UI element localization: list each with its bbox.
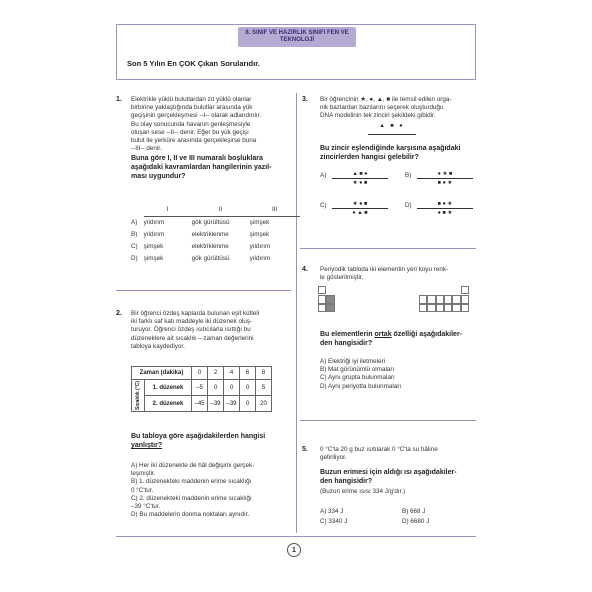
q5-question-line: Buzun erimesi için aldığı ısı aşağıdakiler-	[320, 469, 457, 476]
q1-option-cell: gök gürültüsü	[191, 218, 230, 226]
q3-question	[320, 144, 460, 162]
dna-chain: ▲ ■ ●	[366, 124, 418, 138]
q3-option-label: B)	[405, 172, 412, 179]
q4-number: 4.	[302, 266, 308, 273]
q2-cell: 0	[208, 380, 224, 396]
q3-option-top: ▲ ■ ●	[352, 171, 368, 177]
q1-option-row	[131, 228, 300, 240]
q3-option-bottom: ★ ● ■	[352, 180, 368, 186]
q1-text-line: --III-- denir.	[131, 145, 162, 153]
divider-q4	[300, 420, 476, 421]
q4-question: Bu elementlerin ortak özelliği aşağıdakiler- den hangisidir?	[320, 331, 463, 347]
q1-question	[131, 154, 271, 181]
q1-text-line: geçişinin gerçekleşmesi --I-- olarak adlandırılır.	[131, 112, 262, 120]
q3-option	[405, 172, 480, 192]
q3-option	[320, 172, 395, 192]
q3-option-bottom: ● ▲ ■	[352, 210, 368, 216]
q1-text-line: Elektrikle yüklü bulutlardan zıt yüklü olanlar	[131, 96, 252, 103]
table-row	[132, 396, 272, 412]
q3-option-top: ● ★ ■	[437, 171, 453, 177]
q2-header-cell: Zaman (dakika)	[132, 367, 192, 380]
q1-option-cell: şimşek	[143, 242, 164, 250]
q5-option-c: C) 3340 J	[320, 518, 348, 525]
q4-option-line: A) Elektriği iyi iletmeleri	[320, 358, 386, 365]
q3-option-top: ■ ● ★	[437, 201, 453, 207]
q1-option-cell: yıldırım	[249, 254, 271, 262]
q2-text-line: tabloya kaydediyor.	[131, 342, 185, 350]
q2-header-cell: 0	[192, 367, 208, 380]
q2-option-line: –39 °C'tur.	[131, 503, 161, 511]
q2-cell: 0	[224, 380, 240, 396]
q1-option-cell: yıldırım	[249, 242, 271, 250]
q2-option-line: 0 °C'tur.	[131, 486, 154, 494]
q3-option-label: D)	[405, 202, 412, 209]
q1-option-cell: yıldırım	[143, 218, 165, 226]
q5-number: 5.	[302, 446, 308, 453]
q2-cell: –39	[224, 396, 240, 412]
q3-option-label: C)	[320, 202, 327, 209]
q3-option-bottom: ■ ● ★	[437, 180, 453, 186]
q1-option-cell: elektriklenme	[191, 242, 229, 250]
q1-text-line: Bu olay sonucunda havanın genleşmesiyle	[131, 120, 251, 128]
q2-cell: 1. düzenek	[145, 380, 192, 396]
q1-number: 1.	[116, 96, 122, 103]
q5-option-b: B) 668 J	[402, 508, 426, 515]
q5-text-line: 0 °C'ta 20 g buz ısıtılarak 0 °C'ta su hâline	[320, 446, 438, 453]
q1-text-line: birbirine yaklaştığında bulutlar arasında yük	[131, 104, 253, 112]
q1-question-line: ması uygundur?	[131, 173, 186, 180]
q2-text	[131, 310, 259, 351]
q2-cell: –39	[208, 396, 224, 412]
q1-col-header: I	[144, 204, 192, 216]
q2-question: Bu tabloya göre aşağıdakilerden hangisi yanlıştır?	[131, 433, 266, 449]
q2-header-cell: 6	[240, 367, 256, 380]
q5-question	[320, 468, 457, 486]
q1-option-label: B)	[131, 230, 138, 238]
q2-text-line: turuyor. Öğrenci özdeş ısıtıcılarla ısıttığı bu	[131, 326, 251, 334]
header-title: 8. SINIF VE HAZIRLIK SINIFI FEN VE TEKNOLOJİ	[238, 27, 356, 47]
q1-text-line: oluşan sese --II-- denir. Eğer bu yük geçişi	[131, 128, 249, 136]
q3-option-top: ★ ● ■	[352, 201, 368, 207]
q4-text-line: Periyodik tabloda iki elementin yeri koyu renk-	[320, 266, 449, 273]
q2-option-line: D) Bu maddelerin donma noktaları aynıdır.	[131, 511, 250, 519]
q4-text-line: le gösterilmiştir.	[320, 274, 364, 282]
divider-q1	[116, 290, 291, 291]
q1-text-line: bulut ile yerküre arasında gerçekleşirse buna	[131, 137, 257, 145]
page-number: 1	[287, 543, 301, 557]
q1-option-cell: elektriklenme	[191, 230, 229, 238]
q2-text-line: Bir öğrenci özdeş kaplarda bulunan eşit kütleli	[131, 310, 260, 317]
q5-text	[320, 446, 438, 462]
q1-option-row	[131, 240, 300, 252]
q5-note: (Buzun erime ısısı 334 J/g'dır.)	[320, 488, 406, 495]
q2-options	[131, 462, 254, 519]
q5-question-line: den hangisidir?	[320, 478, 373, 485]
q1-text	[131, 96, 261, 153]
q2-cell: 0	[240, 380, 256, 396]
q3-question-line: Bu zincir eşlendiğinde karşısına aşağıdaki	[320, 145, 461, 152]
q2-data-table	[131, 366, 272, 412]
q3-option-bottom: ● ■ ★	[437, 210, 453, 216]
q2-option-line: A) Her iki düzenekte de hâl değişimi gerçek-	[131, 462, 255, 469]
q1-option-label: A)	[131, 218, 138, 226]
q2-header-cell: 8	[256, 367, 272, 380]
q3-text	[320, 96, 451, 121]
q2-header-cell: 4	[224, 367, 240, 380]
q2-cell: 5	[256, 380, 272, 396]
page-subtitle: Son 5 Yılın En ÇOK Çıkan Sorularıdır.	[127, 59, 260, 68]
column-divider	[296, 93, 297, 533]
q4-text	[320, 266, 448, 282]
q2-cell: –45	[192, 396, 208, 412]
q1-option-label: C)	[131, 242, 138, 250]
q2-cell: –5	[192, 380, 208, 396]
footer-line	[116, 536, 476, 537]
q4-options	[320, 358, 401, 391]
q1-option-cell: şimşek	[143, 254, 164, 262]
table-row	[132, 380, 272, 396]
q2-cell: 0	[240, 396, 256, 412]
q2-cell: 20	[256, 396, 272, 412]
q2-option-line: C) 2. düzenekteki maddenin erime sıcaklığı	[131, 494, 252, 502]
q2-ylabel: Sıcaklık (°C)	[135, 381, 141, 410]
q5-option-d: D) 6680 J	[402, 518, 430, 525]
q3-number: 3.	[302, 96, 308, 103]
q1-option-cell: yıldırım	[143, 230, 165, 238]
q5-option-a: A) 334 J	[320, 508, 344, 515]
periodic-table	[318, 286, 470, 316]
q1-question-line: aşağıdaki kavramlardan hangilerinin yazıl-	[131, 164, 272, 171]
q3-text-line: nik bazlardan bazılarını seçerek oluşturduğu	[320, 104, 444, 112]
q1-option-cell: şimşek	[249, 218, 270, 226]
q1-option-row	[131, 252, 300, 264]
q1-options-table	[131, 204, 300, 264]
q1-col-header: II	[192, 204, 250, 216]
q1-question-line: Buna göre I, II ve III numaralı boşluklara	[131, 155, 263, 162]
q2-cell: 2. düzenek	[145, 396, 192, 412]
q2-header-cell: 2	[208, 367, 224, 380]
q4-option-line: D) Aynı periyotta bulunmaları	[320, 382, 402, 390]
q1-option-cell: gök gürültüsü	[191, 254, 230, 262]
q2-option-line: leşmiştir.	[131, 470, 156, 478]
q2-text-line: düzeneklere ait sıcaklık – zaman değerlerini	[131, 334, 254, 342]
q2-text-line: iki farklı saf katı maddeyle iki düzenek oluş-	[131, 318, 253, 326]
divider-q3	[300, 248, 476, 249]
q3-text-line: DNA modelinin tek zinciri şekildeki gibidir.	[320, 112, 436, 120]
q3-question-line: zincirlerden hangisi gelebilir?	[320, 154, 419, 161]
q5-text-line: getiriliyor.	[320, 454, 347, 462]
q4-option-line: B) Mat görünümlü olmaları	[320, 366, 395, 374]
q1-option-cell: şimşek	[249, 230, 270, 238]
q1-col-header: III	[250, 204, 300, 216]
q1-option-row	[131, 216, 300, 228]
q2-number: 2.	[116, 310, 122, 317]
q4-option-line: C) Aynı grupta bulunmaları	[320, 374, 395, 382]
q3-option	[405, 202, 480, 222]
q3-option-label: A)	[320, 172, 327, 179]
q3-option	[320, 202, 395, 222]
q1-option-label: D)	[131, 254, 138, 262]
q3-text-line: Bir öğrencinin ★, ●, ▲, ■ ile temsil edilen orga-	[320, 96, 452, 103]
q2-option-line: B) 1. düzenekteki maddenin erime sıcaklığı	[131, 478, 252, 486]
